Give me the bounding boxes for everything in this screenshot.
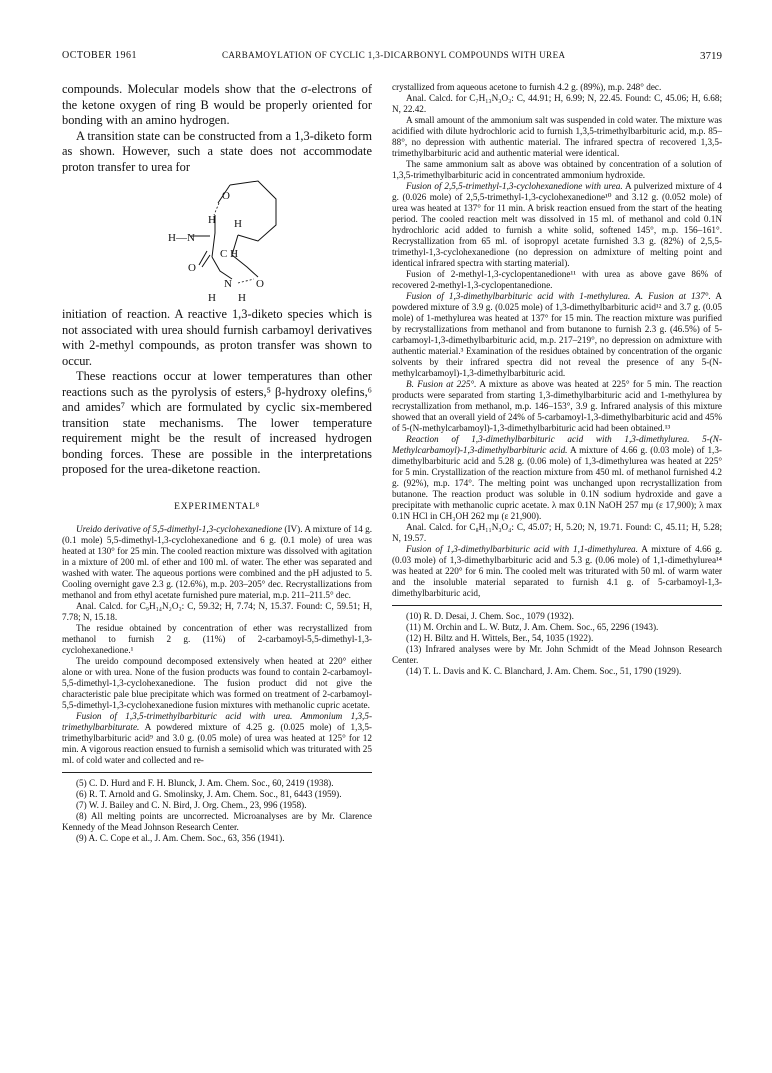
page-number: 3719: [700, 50, 722, 62]
bond: [212, 233, 215, 257]
footnote-divider: [392, 605, 722, 606]
analysis-text: Anal. Calcd. for C₉H₁₄N₂O₃: C, 59.32; H, 7.74; N, 15.37. Found: C, 59.51; H, 7.78; N, 15.18.: [62, 600, 372, 622]
paragraph: These reactions occur at lower temperatures than other reactions such as the pyrolysis of esters,⁵ β-hydroxy olefins,⁶ and amides⁷ which are formulated by cyclic six-membered transition state mechanisms. The lower temperature requirement might be the result of increased hydrogen bonding forces. These are possible in the interpretations proposed for the urea-diketone reaction.: [62, 369, 372, 476]
procedure-text: A powdered mixture of 3.9 g. (0.025 mole) of 1,3-dimethylbarbituric acid¹² and 3.7 g. (0.05 mole) of 1-methylurea was heated at 137° for 15 min. The reaction mixture was purified by recrystallizations from methanol and from butanone to furnish 2.3 g. (46.5%) of 5-carbamoyl-1,3-dimethylbarbituric acid, m.p. 217–219°, no depression on admixture with authentic material.³ Examination of the residues obtained by concentration of the organic solvents by their infrared spectra did not reveal the presence of any 5-(N-methylcarbamoyl)-1,3-dimethylbarbituric acid.: [392, 291, 722, 378]
right-column: [392, 82, 722, 677]
footnote: (7) W. J. Bailey and C. N. Bird, J. Org. Chem., 23, 996 (1958).: [76, 799, 307, 810]
footnote: (5) C. D. Hurd and F. H. Blunck, J. Am. Chem. Soc., 60, 2419 (1938).: [76, 777, 334, 788]
atom-label: H: [238, 292, 246, 304]
experimental-paragraph: The ureido compound decomposed extensively when heated at 220° either alone or with urea. None of the fusion products was found to contain 2-carbamoyl-5,5-dimethyl-1,3-cyclohexanedione. The fusion product did not give the characteristic pale blue precipitate which was formed on treatment of 2-carbamoyl-5,5-dimethyl-1,3-cyclohexanedione fusion mixtures with methanolic cupric acetate.: [62, 655, 372, 710]
footnote: (6) R. T. Arnold and G. Smolinsky, J. Am. Chem. Soc., 81, 6443 (1959).: [76, 788, 342, 799]
footnote: (10) R. D. Desai, J. Chem. Soc., 1079 (1932).: [406, 611, 574, 621]
analysis-text: Anal. Calcd. for C₇H₁₃N₃O₃: C, 44.91; H, 6.99; N, 22.45. Found: C, 45.06; H, 6.68; N, 22.42.: [392, 93, 722, 114]
procedure-title: Fusion of 2,5,5-trimethyl-1,3-cyclohexanedione with urea.: [406, 181, 623, 191]
paragraph: A transition state can be constructed from a 1,3-diketo form as shown. However, such a state does not accommodate proton transfer to urea for: [62, 128, 372, 174]
procedure-text: A mixture of 4.66 g. (0.03 mole) of 1,3-dimethylbarbituric acid and 5.28 g. (0.06 mole) of 1,3-dimethylurea was heated at 225° for 5 min. Crystallization of the reaction mixture from 450 ml. of methanol furnished 4.2 g. (92%), m.p. 174°. The melting point was unchanged upon recrystallization from butanone. The reaction product was soluble in 0.1N sodium hydroxide and gave a precipitate with methanolic cupric acetate. λ max 0.1N NaOH 257 mμ (ε 17,900); λ max 0.1N HCl in CH₃OH 262 mμ (ε 21,900).: [392, 445, 722, 521]
experimental-paragraph: Fusion of 2-methyl-1,3-cyclopentanedione¹¹ with urea as above gave 86% of recovered 2-methyl-1,3-cyclopentanedione.: [392, 269, 722, 290]
footnote: (8) All melting points are uncorrected. Microanalyses are by Mr. Clarence Kennedy of the Mead Johnson Research Center.: [62, 810, 372, 832]
experimental-paragraph: The same ammonium salt as above was obtained by concentration of a solution of 1,3,5-trimethylbarbituric acid in concentrated ammonium hydroxide.: [392, 159, 722, 180]
experimental-paragraph: A small amount of the ammonium salt was suspended in cold water. The mixture was acidified with dilute hydrochloric acid to furnish 1,3,5-trimethylbarbituric acid, m.p. 85–88°, no depression with authentic material. The infrared spectra of recovered 1,3,5-trimethylbarbituric acid and authentic material were identical.: [392, 115, 722, 158]
footnotes: [62, 778, 372, 844]
procedure-text: A pulverized mixture of 4 g. (0.026 mole) of 2,5,5-trimethyl-1,3-cyclohexanedione¹⁰ and 3.12 g. (0.052 mole) of urea was heated at 137° for 11 min. A brisk reaction ensued from the start of the heating period. The cooled reaction melt was dissolved in 15 ml. of methanol and cold 0.1N hydrochloric acid added to furnish a white solid, softened 145°, m.p. 156–161°. Recrystallization from 65 ml. of isopropyl acetate furnished 3.3 g. (82%) of 2,5,5-trimethyl-1,3-cyclohexanedione (no depression on admixture of melting point and identical infrared spectra with starting material).: [392, 181, 722, 268]
running-header: [62, 50, 722, 64]
footnote: (9) A. C. Cope et al., J. Am. Chem. Soc., 63, 356 (1941).: [76, 832, 285, 843]
atom-label: N: [224, 278, 232, 290]
experimental-paragraph: crystallized from aqueous acetone to furnish 4.2 g. (89%), m.p. 248° dec.: [392, 82, 662, 92]
issue-date: OCTOBER 1961: [62, 50, 137, 61]
transition-state-figure: [62, 175, 372, 307]
atom-label: C H: [220, 248, 239, 260]
atom-label: H—N: [168, 232, 195, 244]
atom-label: O: [256, 278, 264, 290]
experimental-paragraph: [62, 711, 372, 766]
experimental-paragraph: [392, 434, 722, 522]
ring-bonds: [230, 181, 276, 241]
experimental-paragraph: The residue obtained by concentration of ether was recrystallized from methanol to furnish 2 g. (11%) of 2-carbamoyl-5,5-dimethyl-1,3-cyclohexanedione.¹: [62, 622, 372, 655]
footnote-divider: [62, 772, 372, 773]
atom-label: O: [188, 262, 196, 274]
atom-label: H: [234, 218, 242, 230]
atom-label: H: [208, 214, 216, 226]
footnote: (13) Infrared analyses were by Mr. John Schmidt of the Mead Johnson Research Center.: [392, 644, 722, 665]
hydrogen-bond: [238, 279, 254, 283]
footnote: (12) H. Biltz and H. Wittels, Ber., 54, 1035 (1922).: [406, 633, 594, 643]
analysis-text: Anal. Calcd. for C₈H₁₁N₃O₄: C, 45.07; H, 5.20; N, 19.71. Found: C, 45.11; H, 5.28; N, 19.57.: [392, 522, 722, 543]
footnote: (11) M. Orchin and L. W. Butz, J. Am. Chem. Soc., 65, 2296 (1943).: [406, 622, 659, 632]
experimental-paragraph: [392, 544, 722, 599]
experimental-paragraph: [392, 291, 722, 379]
atom-label: O: [222, 190, 230, 202]
paragraph: compounds. Molecular models show that the σ-electrons of the ketone oxygen of ring B would be properly oriented for bonding with an amino hydrogen.: [62, 82, 372, 127]
experimental-paragraph: [392, 181, 722, 269]
structure-diagram: [62, 175, 372, 307]
footnote: (14) T. L. Davis and K. C. Blanchard, J. Am. Chem. Soc., 51, 1790 (1929).: [406, 666, 682, 676]
procedure-text: (IV). A mixture of 14 g. (0.1 mole) 5,5-dimethyl-1,3-cyclohexanedione and 6 g. (0.1 mole) of urea was heated at 130° for 25 min. The cooled reaction mixture was dissolved with agitation in a mixture of 200 ml. of ether and 100 ml. of water. The ether was separated and washed with water. The aqueous portions were combined and the pH adjusted to 5. Cooling overnight gave 2.3 g. (12.6%), m.p. 203–205° dec. Recrystallizations from methanol and from ethyl acetate furnished pure material, m.p. 211–211.5° dec.: [62, 523, 372, 600]
procedure-title: B. Fusion at 225°.: [406, 379, 477, 389]
left-column: [62, 82, 372, 844]
procedure-text: A mixture as above was heated at 225° for 5 min. The reaction products were separated from starting 1,3-dimethylbarbituric acid and 1-methylurea by recrystallization from methanol, m.p. 146–153°, 3.9 g. Infrared analysis of this mixture showed that an overall yield of 24% of 5-carbamoyl-1,3-dimethylbarbituric acid and 45% of 5-(N-methylcarbamoyl)-1,3-dimethylbarbituric acid had been obtained.¹³: [392, 379, 722, 433]
procedure-text: A mixture of 4.66 g. (0.03 mole) of 1,3-dimethylbarbituric acid and 5.3 g. (0.06 mole) of 1,1-dimethylurea¹⁴ was heated at 220° for 6 min. The cooled melt was triturated with 50 ml. of warm water and the insoluble material separated to furnish 4.1 g. of 5-carbamoyl-1,3-dimethylbarbituric acid,: [392, 544, 722, 598]
section-heading: EXPERIMENTAL⁸: [174, 501, 260, 512]
paragraph: initiation of reaction. A reactive 1,3-diketo species which is not associated with urea should furnish carbamoyl derivatives with 2-methyl compounds, as proton transfer was shown to occur.: [62, 307, 372, 368]
procedure-text: A powdered mixture of 4.25 g. (0.025 mole) of 1,3,5-trimethylbarbituric acid⁹ and 3.0 g. (0.05 mole) of urea was heated at 125° for 12 min. A vigorous reaction ensued to furnish a semisolid which was triturated with 25 ml. of cold water and collected and re-: [62, 721, 372, 765]
bond: [212, 257, 232, 279]
procedure-title: Fusion of 1,3,5-trimethylbarbituric acid with urea. Ammonium 1,3,5-trimethylbarbiturate.: [62, 710, 372, 732]
procedure-title: Fusion of 1,3-dimethylbarbituric acid with 1,1-dimethylurea.: [406, 544, 638, 554]
atom-label: H: [208, 292, 216, 304]
running-title: CARBAMOYLATION OF CYCLIC 1,3-DICARBONYL COMPOUNDS WITH UREA: [222, 50, 566, 60]
experimental-paragraph: [62, 524, 372, 601]
experimental-paragraph: [392, 379, 722, 434]
bond: [199, 251, 207, 265]
procedure-title: Ureido derivative of 5,5-dimethyl-1,3-cyclohexanedione: [76, 523, 283, 534]
procedure-title: Fusion of 1,3-dimethylbarbituric acid with 1-methylurea. A. Fusion at 137°.: [406, 291, 711, 301]
footnotes: [392, 611, 722, 677]
procedure-title: Reaction of 1,3-dimethylbarbituric acid with 1,3-dimethylurea. 5-(N-Methylcarbamoyl)-1,3-dimethylbarbituric acid.: [392, 434, 722, 455]
